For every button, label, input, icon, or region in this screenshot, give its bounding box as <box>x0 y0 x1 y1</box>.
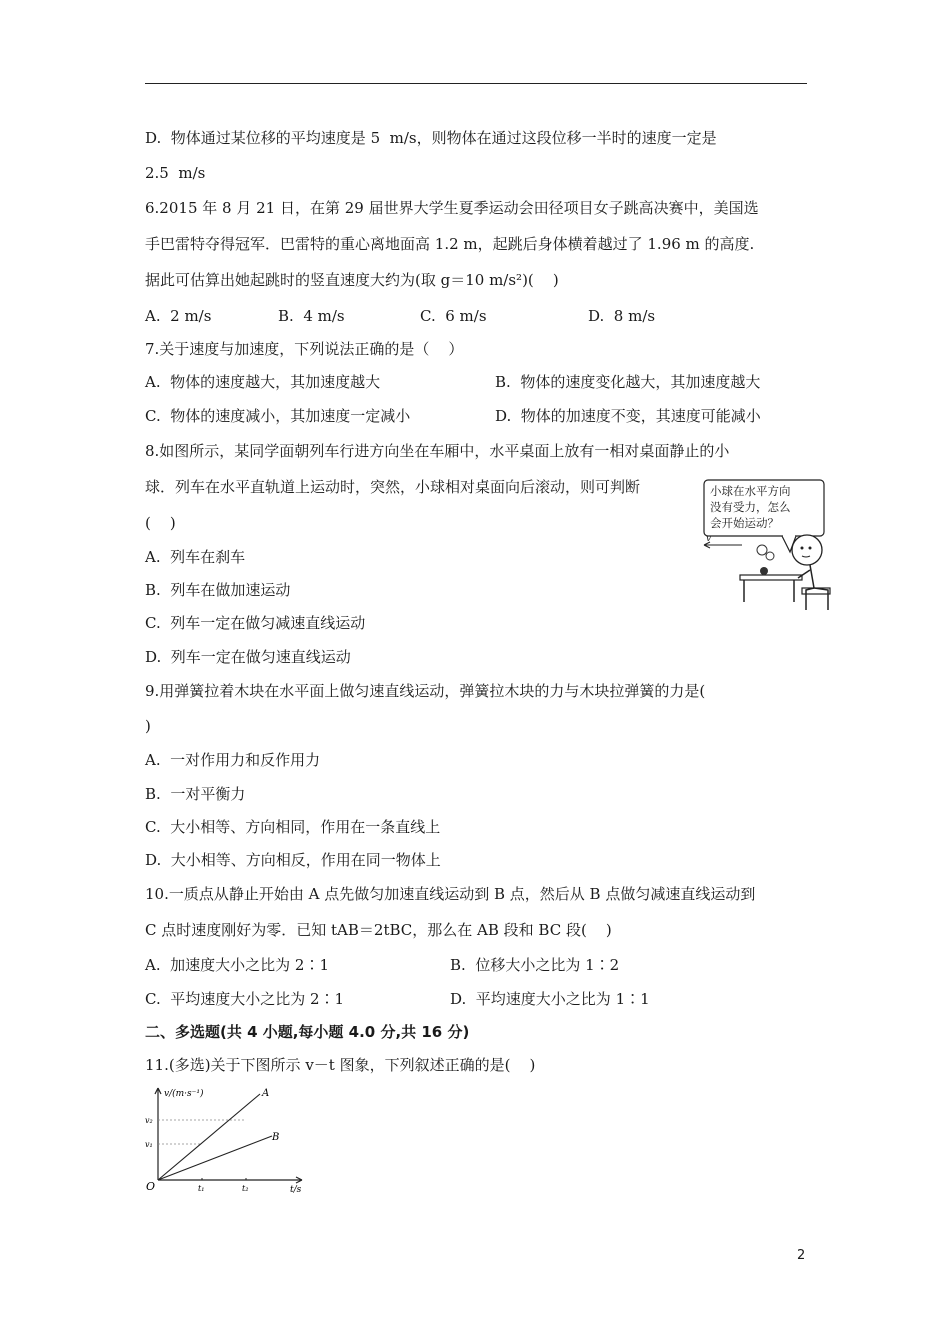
q7-option-a: A. 物体的速度越大，其加速度越大 <box>145 373 381 391</box>
y-axis-label: v/(m·s⁻¹) <box>164 1089 204 1099</box>
q10-option-a: A. 加速度大小之比为 2∶1 <box>145 956 329 974</box>
q6-option-d: D. 8 m/s <box>588 307 656 325</box>
section-2-heading: 二、多选题(共 4 小题,每小题 4.0 分,共 16 分) <box>145 1023 470 1041</box>
q9-stem-line1: 9.用弹簧拉着木块在水平面上做匀速直线运动，弹簧拉木块的力与木块拉弹簧的力是( <box>145 682 706 700</box>
q6-option-b: B. 4 m/s <box>278 307 345 325</box>
q8-stem-line1: 8.如图所示，某同学面朝列车行进方向坐在车厢中，水平桌面上放有一相对桌面静止的小 <box>145 442 730 460</box>
q8-option-d: D. 列车一定在做匀速直线运动 <box>145 648 351 666</box>
x-tick-t2: t₂ <box>242 1184 249 1193</box>
q9-option-d: D. 大小相等、方向相反，作用在同一物体上 <box>145 851 441 869</box>
q7-option-d: D. 物体的加速度不变，其速度可能减小 <box>495 407 761 425</box>
cartoon-drawing <box>702 478 832 618</box>
page-number: 2 <box>797 1248 806 1263</box>
q9-option-a: A. 一对作用力和反作用力 <box>145 751 321 769</box>
q10-stem-line1: 10.一质点从静止开始由 A 点先做匀加速直线运动到 B 点，然后从 B 点做匀减速直线运动到 <box>145 885 756 903</box>
q7-option-c: C. 物体的速度减小，其加速度一定减小 <box>145 407 411 425</box>
q10-option-b: B. 位移大小之比为 1∶2 <box>450 956 620 974</box>
x-axis-label: t/s <box>290 1185 302 1194</box>
train-cartoon-figure <box>702 478 832 618</box>
q5-option-d-line1: D. 物体通过某位移的平均速度是 5 m/s，则物体在通过这段位移一半时的速度一定是 <box>145 129 717 147</box>
q9-option-b: B. 一对平衡力 <box>145 785 246 803</box>
q10-option-d: D. 平均速度大小之比为 1∶1 <box>450 990 650 1008</box>
q8-option-b: B. 列车在做加速运动 <box>145 581 291 599</box>
q6-option-a: A. 2 m/s <box>145 307 212 325</box>
q8-stem-line3: ( ) <box>145 514 176 532</box>
line-b-label: B <box>272 1132 280 1143</box>
q6-option-c: C. 6 m/s <box>420 307 487 325</box>
q9-option-c: C. 大小相等、方向相同，作用在一条直线上 <box>145 818 441 836</box>
q8-option-c: C. 列车一定在做匀减速直线运动 <box>145 614 366 632</box>
bubble-line-2: 没有受力，怎么 <box>710 500 791 514</box>
q6-stem-line1: 6.2015 年 8 月 21 日，在第 29 届世界大学生夏季运动会田径项目女子跳高决赛中，美国选 <box>145 199 759 217</box>
q10-option-c: C. 平均速度大小之比为 2∶1 <box>145 990 345 1008</box>
q9-stem-line2: ) <box>145 717 151 735</box>
q5-option-d-line2: 2.5 m/s <box>145 164 206 182</box>
q7-option-b: B. 物体的速度变化越大，其加速度越大 <box>495 373 761 391</box>
line-a <box>158 1094 260 1180</box>
q8-option-a: A. 列车在刹车 <box>145 548 246 566</box>
line-b <box>158 1136 272 1180</box>
vt-graph-svg <box>142 1082 312 1194</box>
vt-graph <box>142 1082 312 1194</box>
bubble-line-3: 会开始运动？ <box>710 516 779 530</box>
q10-stem-line2: C 点时速度刚好为零．已知 tAB＝2tBC，那么在 AB 段和 BC 段( ) <box>145 921 612 939</box>
line-a-label: A <box>262 1088 270 1099</box>
y-tick-v2: v₂ <box>145 1116 153 1125</box>
header-rule <box>145 83 807 84</box>
q6-stem-line3: 据此可估算出她起跳时的竖直速度大约为(取 g＝10 m/s²)( ) <box>145 271 559 289</box>
q11-stem: 11.(多选)关于下图所示 v－t 图象，下列叙述正确的是( ) <box>145 1056 536 1074</box>
origin-label: O <box>146 1180 156 1193</box>
q6-stem-line2: 手巴雷特夺得冠军．巴雷特的重心离地面高 1.2 m，起跳后身体横着越过了 1.96 m 的高度. <box>145 235 755 253</box>
x-tick-t1: t₁ <box>198 1184 205 1193</box>
bubble-line-1: 小球在水平方向 <box>710 484 791 498</box>
q7-stem: 7.关于速度与加速度，下列说法正确的是（ ） <box>145 340 464 358</box>
velocity-label: v <box>706 534 712 544</box>
y-tick-v1: v₁ <box>145 1140 153 1149</box>
q8-stem-line2: 球．列车在水平直轨道上运动时，突然，小球相对桌面向后滚动，则可判断 <box>145 478 641 496</box>
